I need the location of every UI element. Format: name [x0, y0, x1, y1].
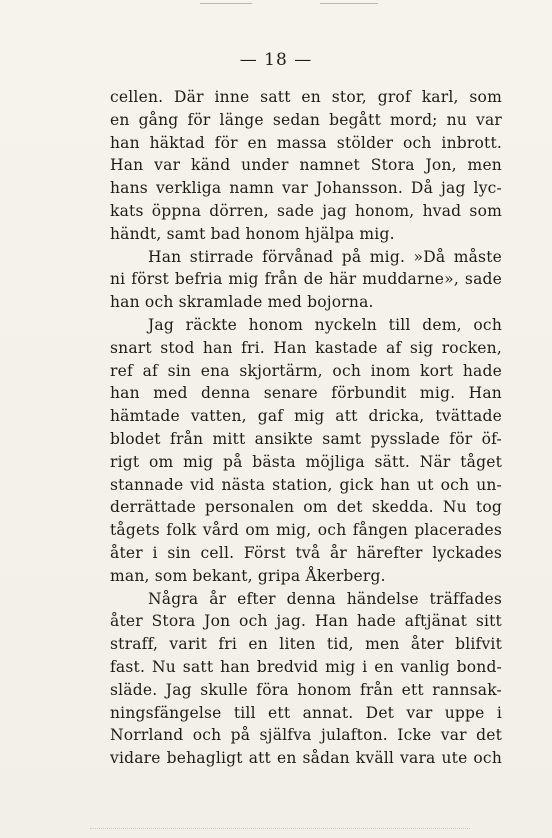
- text-line: Norrland och på själfva julafton. Icke var det: [110, 726, 502, 745]
- text-line: Några år efter denna händelse träffades: [148, 589, 502, 608]
- text-line: han med denna senare förbundit mig. Han: [110, 384, 502, 403]
- text-line: han och skramlade med bojorna.: [110, 293, 374, 312]
- text-line: ref af sin ena skjortärm, och inom kort hade: [110, 361, 502, 380]
- top-edge-rule: [320, 3, 378, 4]
- text-line: vidare behagligt att en sådan kväll vara ute och: [110, 749, 502, 768]
- text-line: åter i sin cell. Först två år härefter lyckades: [110, 543, 502, 562]
- text-line: fast. Nu satt han bredvid mig i en vanlig bond-: [110, 657, 502, 676]
- bottom-edge-marks: [90, 828, 470, 831]
- body-text: [110, 86, 502, 770]
- text-line: Han stirrade förvånad på mig. »Då måste: [148, 247, 502, 266]
- text-line: blodet från mitt ansikte samt pysslade för öf-: [110, 429, 502, 448]
- text-line: rigt om mig på bästa möjliga sätt. När tåget: [110, 452, 502, 471]
- text-line: ni först befria mig från de här muddarne», sade: [110, 270, 502, 289]
- text-line: en gång för länge sedan begått mord; nu var: [110, 110, 502, 129]
- text-line: hämtade vatten, gaf mig att dricka, tvättade: [110, 407, 502, 426]
- text-line: han häktad för en massa stölder och inbrott.: [110, 133, 502, 152]
- text-line: åter Stora Jon och jag. Han hade aftjänat sitt: [110, 612, 502, 631]
- text-line: kats öppna dörren, sade jag honom, hvad som: [110, 201, 502, 220]
- top-edge-rule: [200, 3, 252, 4]
- text-line: cellen. Där inne satt en stor, grof karl, som: [110, 88, 502, 106]
- text-line: hans verkliga namn var Johansson. Då jag lyc-: [110, 179, 502, 198]
- text-line: ningsfängelse till ett annat. Det var uppe i: [110, 703, 502, 722]
- text-line: tågets folk vård om mig, och fången placerades: [110, 521, 502, 540]
- text-line: släde. Jag skulle föra honom från ett rannsak-: [110, 680, 502, 699]
- text-line: händt, samt bad honom hjälpa mig.: [110, 224, 395, 243]
- text-line: stannade vid nästa station, gick han ut och un-: [110, 475, 502, 494]
- text-line: straff, varit fri en liten tid, men åter blifvit: [110, 635, 502, 654]
- text-line: derrättade personalen om det skedda. Nu tog: [110, 498, 502, 517]
- page-number: — 18 —: [239, 50, 313, 70]
- text-line: snart stod han fri. Han kastade af sig rocken,: [110, 338, 502, 357]
- text-line: Han var känd under namnet Stora Jon, men: [110, 156, 502, 175]
- text-line: man, som bekant, gripa Åkerberg.: [110, 566, 386, 585]
- text-line: Jag räckte honom nyckeln till dem, och: [148, 315, 502, 334]
